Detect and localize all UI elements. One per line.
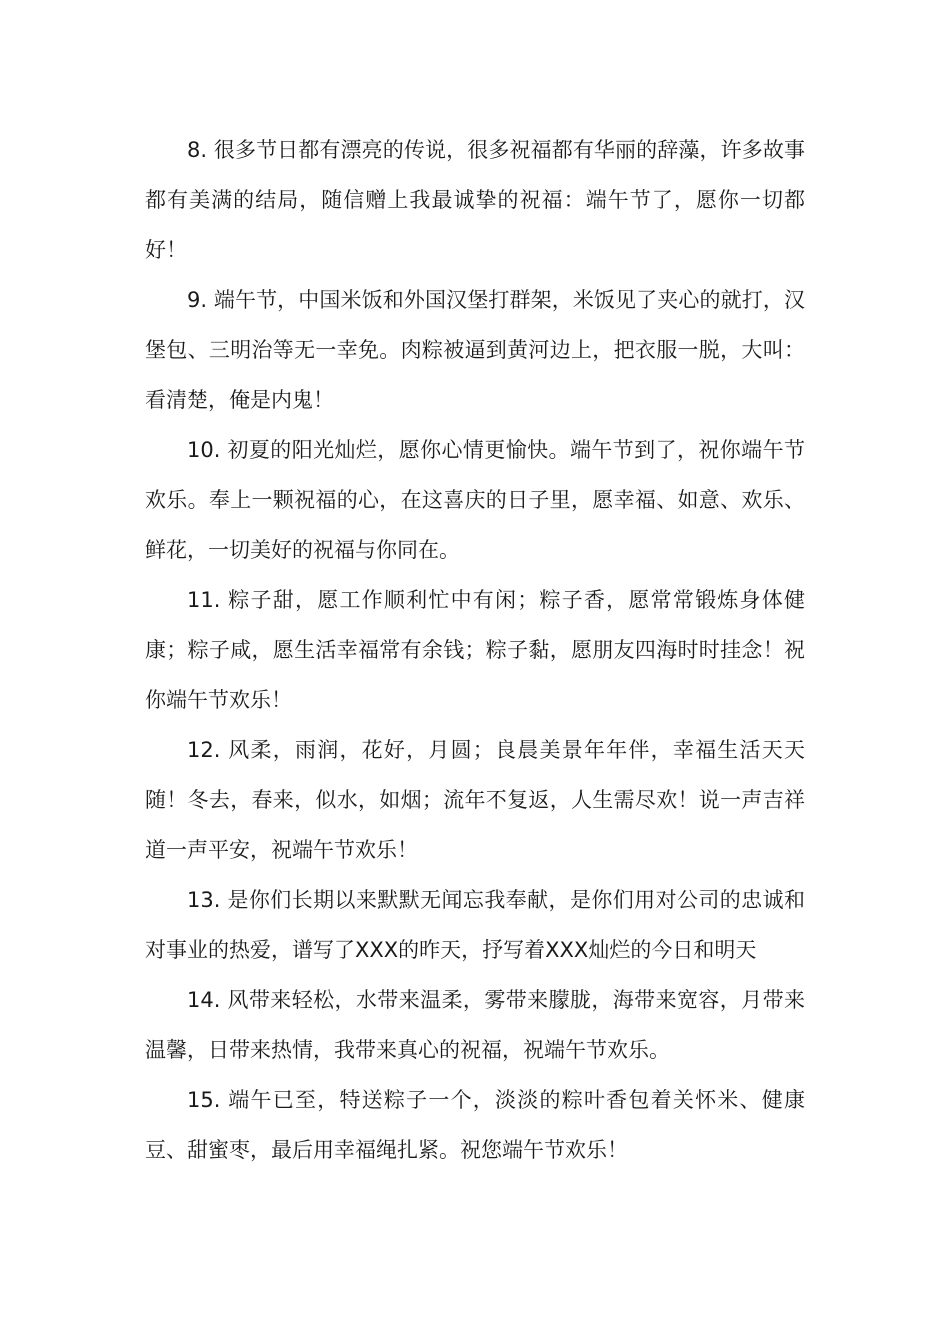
paragraph-11: 11. 粽子甜，愿工作顺利忙中有闲；粽子香，愿常常锻炼身体健康；粽子咸，愿生活幸福常有余钱；粽子黏，愿朋友四海时时挂念！祝你端午节欢乐！ <box>145 588 805 712</box>
document-body <box>145 125 805 1175</box>
paragraph-10: 10. 初夏的阳光灿烂，愿你心情更愉快。端午节到了，祝你端午节欢乐。奉上一颗祝福的心，在这喜庆的日子里，愿幸福、如意、欢乐、鲜花，一切美好的祝福与你同在。 <box>145 438 805 562</box>
paragraph-8: 8. 很多节日都有漂亮的传说，很多祝福都有华丽的辞藻，许多故事都有美满的结局，随信赠上我最诚挚的祝福：端午节了，愿你一切都好！ <box>145 138 805 262</box>
paragraph-12: 12. 风柔，雨润，花好，月圆；良晨美景年年伴，幸福生活天天随！冬去，春来，似水，如烟；流年不复返，人生需尽欢！说一声吉祥道一声平安，祝端午节欢乐！ <box>145 738 805 862</box>
paragraph-15: 15. 端午已至，特送粽子一个，淡淡的粽叶香包着关怀米、健康豆、甜蜜枣，最后用幸福绳扎紧。祝您端午节欢乐！ <box>145 1088 805 1162</box>
paragraph-9: 9. 端午节，中国米饭和外国汉堡打群架，米饭见了夹心的就打，汉堡包、三明治等无一幸免。肉粽被逼到黄河边上，把衣服一脱，大叫：看清楚，俺是内鬼！ <box>145 288 805 412</box>
paragraph-14: 14. 风带来轻松，水带来温柔，雾带来朦胧，海带来宽容，月带来温馨，日带来热情，我带来真心的祝福，祝端午节欢乐。 <box>145 988 805 1062</box>
paragraph-13: 13. 是你们长期以来默默无闻忘我奉献，是你们用对公司的忠诚和对事业的热爱，谱写了XXX的昨天，抒写着XXX灿烂的今日和明天 <box>145 888 805 962</box>
